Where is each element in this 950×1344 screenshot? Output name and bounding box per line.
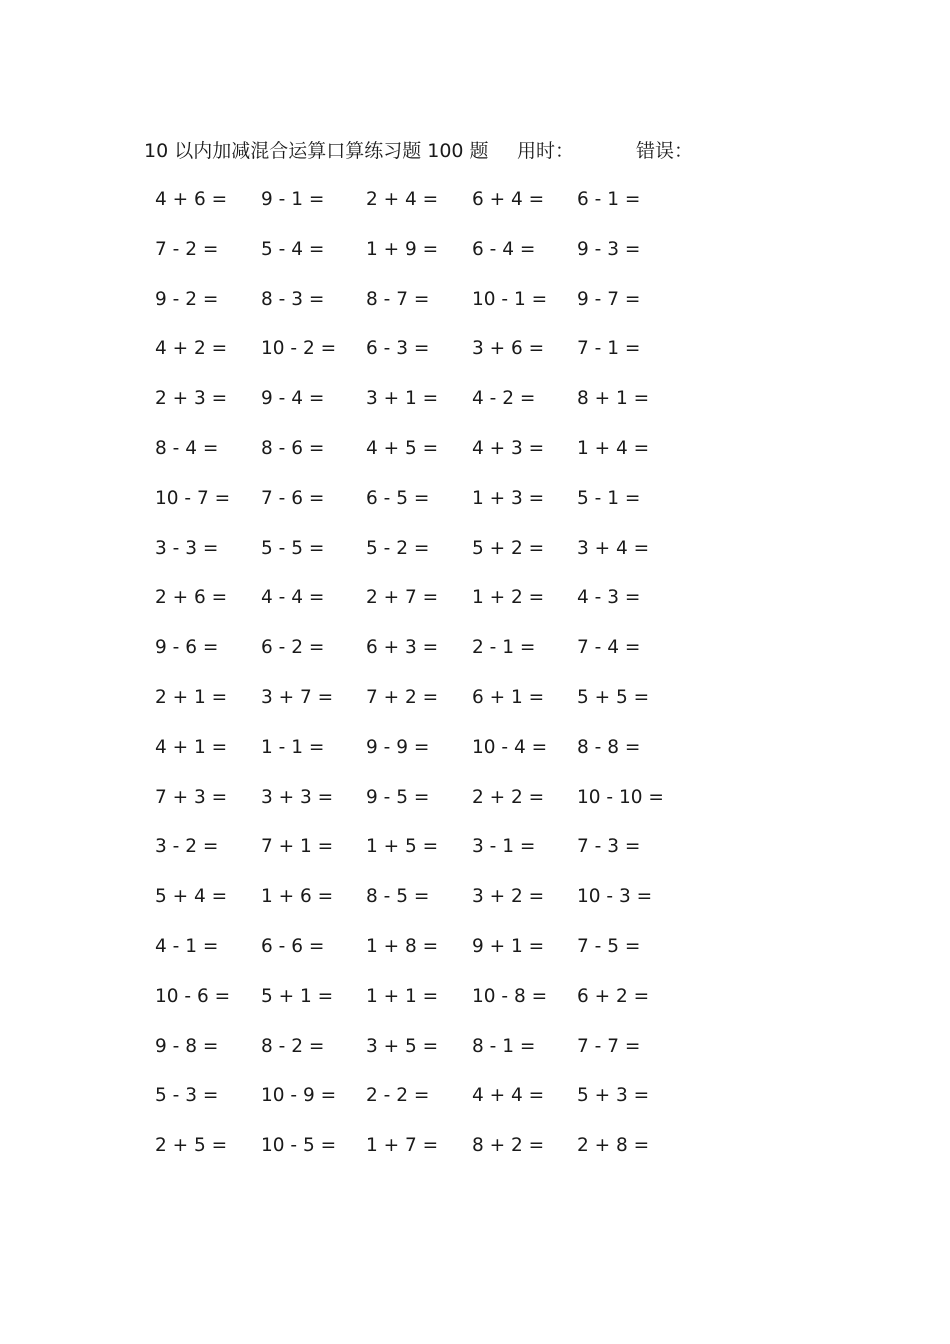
problem-cell: 8 - 1 = [472,1035,536,1057]
problem-cell: 2 - 2 = [366,1085,430,1107]
problem-cell: 3 + 3 = [261,786,334,808]
problem-row [0,678,950,728]
problem-cell: 5 + 3 = [577,1085,650,1107]
problem-cell: 1 + 1 = [366,985,439,1007]
problem-cell: 3 - 3 = [155,537,219,559]
problem-row [0,379,950,429]
problem-cell: 6 + 2 = [577,985,650,1007]
problem-cell: 2 + 7 = [366,587,439,609]
problem-cell: 1 + 4 = [577,437,650,459]
problem-cell: 5 + 1 = [261,985,334,1007]
problem-cell: 6 + 3 = [366,637,439,659]
problem-row [0,778,950,828]
problem-cell: 1 + 8 = [366,935,439,957]
problem-cell: 9 - 6 = [155,637,219,659]
problem-cell: 2 + 5 = [155,1135,228,1157]
problem-cell: 5 - 5 = [261,537,325,559]
problem-cell: 7 - 5 = [577,935,641,957]
problem-grid [0,180,950,1176]
problem-row [0,927,950,977]
problem-cell: 10 - 3 = [577,886,653,908]
problem-cell: 9 - 2 = [155,288,219,310]
problem-row [0,628,950,678]
problem-cell: 6 - 1 = [577,189,641,210]
problem-cell: 2 - 1 = [472,637,536,659]
problem-cell: 6 - 5 = [366,487,430,509]
problem-cell: 8 - 5 = [366,886,430,908]
problem-cell: 8 - 8 = [577,736,641,758]
problem-cell: 7 + 1 = [261,836,334,858]
problem-cell: 10 - 9 = [261,1085,337,1107]
problem-cell: 8 - 2 = [261,1035,325,1057]
problem-cell: 9 - 1 = [261,189,325,210]
problem-row [0,329,950,379]
problem-cell: 9 - 5 = [366,786,430,808]
error-label: 错误： [636,140,694,162]
problem-row [0,1126,950,1176]
problem-cell: 5 + 5 = [577,686,650,708]
problem-cell: 2 + 3 = [155,388,228,410]
problem-cell: 4 + 2 = [155,338,228,360]
problem-cell: 3 + 7 = [261,686,334,708]
problem-cell: 9 - 3 = [577,238,641,260]
problem-row [0,578,950,628]
problem-row [0,230,950,280]
problem-cell: 6 - 6 = [261,935,325,957]
worksheet-title: 10 以内加减混合运算口算练习题 100 题 [144,140,489,162]
problem-cell: 2 + 8 = [577,1135,650,1157]
problem-cell: 1 + 9 = [366,238,439,260]
problem-cell: 10 - 6 = [155,985,231,1007]
problem-cell: 5 - 4 = [261,238,325,260]
problem-cell: 1 + 2 = [472,587,545,609]
problem-cell: 4 - 1 = [155,935,219,957]
problem-cell: 1 + 5 = [366,836,439,858]
problem-cell: 3 - 2 = [155,836,219,858]
problem-cell: 8 - 6 = [261,437,325,459]
problem-cell: 10 - 2 = [261,338,337,360]
problem-cell: 3 - 1 = [472,836,536,858]
time-label: 用时： [517,140,575,162]
problem-cell: 1 - 1 = [261,736,325,758]
problem-row [0,429,950,479]
problem-cell: 8 + 1 = [577,388,650,410]
problem-cell: 3 + 4 = [577,537,650,559]
problem-row [0,1027,950,1077]
problem-cell: 2 + 1 = [155,686,228,708]
problem-cell: 6 - 3 = [366,338,430,360]
problem-cell: 5 + 4 = [155,886,228,908]
problem-cell: 10 - 1 = [472,288,548,310]
problem-row [0,180,950,230]
problem-cell: 1 + 6 = [261,886,334,908]
problem-cell: 7 - 4 = [577,637,641,659]
problem-cell: 1 + 3 = [472,487,545,509]
problem-cell: 7 - 6 = [261,487,325,509]
problem-cell: 5 - 3 = [155,1085,219,1107]
problem-cell: 6 - 4 = [472,238,536,260]
problem-row [0,977,950,1027]
problem-cell: 10 - 5 = [261,1135,337,1157]
problem-cell: 9 + 1 = [472,935,545,957]
problem-cell: 5 - 1 = [577,487,641,509]
problem-cell: 4 - 3 = [577,587,641,609]
problem-cell: 3 + 1 = [366,388,439,410]
problem-cell: 9 - 8 = [155,1035,219,1057]
problem-cell: 4 + 4 = [472,1085,545,1107]
problem-cell: 6 + 4 = [472,189,545,210]
problem-cell: 3 + 2 = [472,886,545,908]
problem-cell: 3 + 6 = [472,338,545,360]
problem-cell: 10 - 8 = [472,985,548,1007]
problem-cell: 10 - 4 = [472,736,548,758]
problem-cell: 6 - 2 = [261,637,325,659]
problem-cell: 2 + 6 = [155,587,228,609]
problem-row [0,1076,950,1126]
problem-cell: 7 - 1 = [577,338,641,360]
problem-cell: 3 + 5 = [366,1035,439,1057]
worksheet-header [144,137,844,165]
problem-row [0,827,950,877]
problem-cell: 8 - 7 = [366,288,430,310]
problem-row [0,479,950,529]
problem-cell: 7 - 2 = [155,238,219,260]
problem-row [0,280,950,330]
problem-cell: 6 + 1 = [472,686,545,708]
problem-cell: 4 + 3 = [472,437,545,459]
problem-row [0,529,950,579]
problem-cell: 8 - 3 = [261,288,325,310]
problem-cell: 8 - 4 = [155,437,219,459]
problem-cell: 7 + 2 = [366,686,439,708]
problem-cell: 5 + 2 = [472,537,545,559]
problem-cell: 4 - 2 = [472,388,536,410]
problem-cell: 9 - 9 = [366,736,430,758]
problem-cell: 2 + 2 = [472,786,545,808]
problem-cell: 8 + 2 = [472,1135,545,1157]
problem-cell: 1 + 7 = [366,1135,439,1157]
problem-row [0,877,950,927]
problem-cell: 2 + 4 = [366,189,439,210]
problem-cell: 4 + 1 = [155,736,228,758]
problem-cell: 7 - 3 = [577,836,641,858]
problem-cell: 10 - 7 = [155,487,231,509]
problem-cell: 4 - 4 = [261,587,325,609]
problem-cell: 5 - 2 = [366,537,430,559]
problem-cell: 7 - 7 = [577,1035,641,1057]
problem-cell: 9 - 4 = [261,388,325,410]
problem-cell: 9 - 7 = [577,288,641,310]
problem-row [0,728,950,778]
problem-cell: 4 + 5 = [366,437,439,459]
problem-cell: 10 - 10 = [577,786,664,808]
problem-cell: 4 + 6 = [155,189,228,210]
problem-cell: 7 + 3 = [155,786,228,808]
